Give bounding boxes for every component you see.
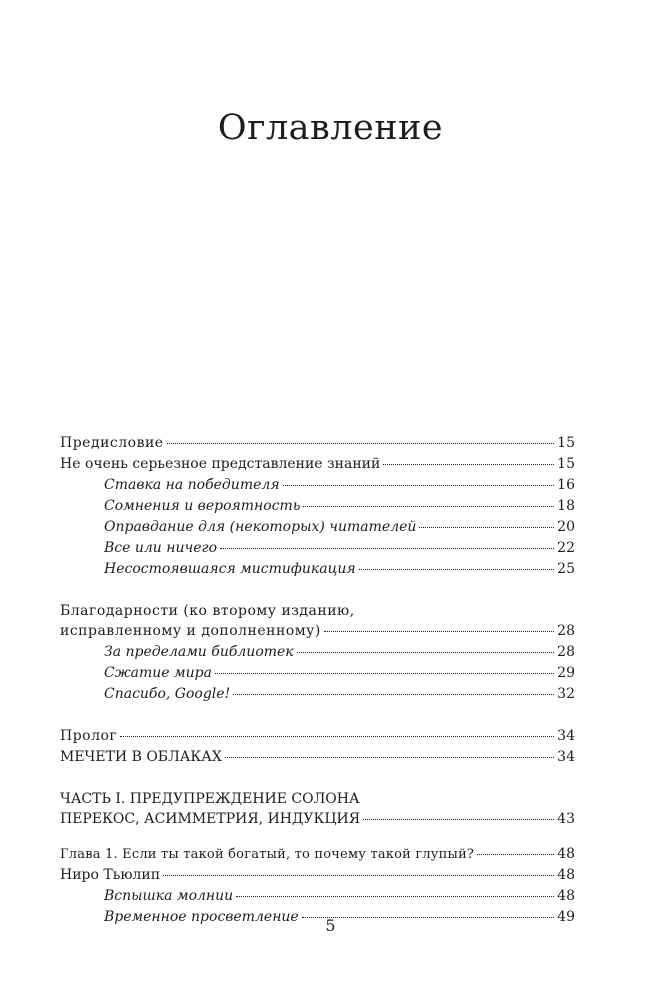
toc-entry-part1[interactable]	[60, 809, 575, 830]
toc-subentry-label: Оправдание для (некоторых) читателей	[104, 519, 417, 535]
toc-entry-knowledge[interactable]	[60, 454, 575, 475]
dot-leader	[236, 896, 554, 897]
toc-subentry[interactable]	[60, 538, 575, 559]
dot-leader	[303, 506, 554, 507]
spacer	[60, 830, 575, 844]
dot-leader	[215, 673, 554, 674]
toc-entry-page: 15	[557, 456, 575, 472]
dot-leader	[324, 631, 554, 632]
toc-entry-label: Предисловие	[60, 435, 164, 451]
dot-leader	[120, 736, 554, 737]
toc-entry-label: Ниро Тьюлип	[60, 867, 161, 883]
toc-subentry[interactable]	[60, 496, 575, 517]
toc-entry-chapter1[interactable]	[60, 844, 575, 865]
dot-leader	[225, 757, 554, 758]
toc-subentry-label: Несостоявшаяся мистификация	[104, 561, 356, 577]
toc-subentry-page: 48	[557, 888, 575, 904]
toc-subentry-page: 22	[557, 540, 575, 556]
toc-entry-label: Благодарности (ко второму изданию,	[60, 603, 355, 619]
page-title: Оглавление	[217, 108, 444, 148]
toc-subentry[interactable]	[60, 886, 575, 907]
toc-subentry[interactable]	[60, 642, 575, 663]
toc-subentry-label: Сомнения и вероятность	[104, 498, 301, 514]
dot-leader	[220, 548, 554, 549]
toc-entry-part1-line1[interactable]	[60, 789, 575, 809]
toc-entry-label: МЕЧЕТИ В ОБЛАКАХ	[60, 749, 222, 765]
toc-subentry[interactable]	[60, 663, 575, 684]
dot-leader	[359, 569, 554, 570]
page-number: 5	[325, 916, 336, 935]
toc-subentry[interactable]	[60, 559, 575, 580]
toc-subentry-label: Временное просветление	[104, 909, 299, 925]
toc-entry-page: 34	[557, 728, 575, 744]
toc-entry-page: 15	[557, 435, 575, 451]
toc-subentry-page: 29	[557, 665, 575, 681]
toc-subentry[interactable]	[60, 475, 575, 496]
toc-subentry-page: 28	[557, 644, 575, 660]
toc-entry-label: исправленному и дополненному)	[60, 623, 321, 639]
dot-leader	[477, 854, 554, 855]
dot-leader	[383, 464, 554, 465]
dot-leader	[419, 527, 554, 528]
toc-subentry-label: Вспышка молнии	[104, 888, 234, 904]
toc-entry-page: 48	[557, 846, 575, 862]
toc-entry-nero[interactable]	[60, 865, 575, 886]
toc-subentry-page: 16	[557, 477, 575, 493]
toc-entry-thanks-line1[interactable]	[60, 601, 575, 621]
toc-subentry-label: Все или ничего	[104, 540, 217, 556]
toc-entry-preface[interactable]	[60, 433, 575, 454]
toc-subentry[interactable]	[60, 684, 575, 705]
toc-entry-label: Не очень серьезное представление знаний	[60, 456, 381, 472]
dot-leader	[167, 443, 554, 444]
toc-entry-page: 48	[557, 867, 575, 883]
table-of-contents	[60, 433, 575, 928]
toc-subentry-page: 18	[557, 498, 575, 514]
toc-subentry-label: За пределами библиотек	[104, 644, 294, 660]
toc-entry-prologue[interactable]	[60, 726, 575, 747]
dot-leader	[283, 485, 554, 486]
toc-subentry-page: 20	[557, 519, 575, 535]
toc-subentry-page: 25	[557, 561, 575, 577]
spacer	[60, 705, 575, 726]
toc-subentry[interactable]	[60, 517, 575, 538]
toc-subentry-page: 49	[557, 909, 575, 925]
toc-entry-label: ЧАСТЬ I. ПРЕДУПРЕЖДЕНИЕ СОЛОНА	[60, 791, 360, 807]
toc-entry-thanks[interactable]	[60, 621, 575, 642]
toc-entry-page: 28	[557, 623, 575, 639]
spacer	[60, 768, 575, 789]
toc-entry-label: Пролог	[60, 728, 118, 744]
toc-subentry-page: 32	[557, 686, 575, 702]
spacer	[60, 580, 575, 601]
toc-entry-page: 34	[557, 749, 575, 765]
dot-leader	[163, 875, 554, 876]
toc-entry-page: 43	[557, 811, 575, 827]
toc-entry-label: ПЕРЕКОС, АСИММЕТРИЯ, ИНДУКЦИЯ	[60, 811, 361, 827]
toc-subentry-label: Ставка на победителя	[104, 477, 280, 493]
toc-entry-mosques[interactable]	[60, 747, 575, 768]
dot-leader	[297, 652, 554, 653]
toc-subentry-label: Сжатие мира	[104, 665, 212, 681]
toc-entry-label: Глава 1. Если ты такой богатый, то почему такой глупый?	[60, 847, 475, 862]
dot-leader	[363, 819, 554, 820]
dot-leader	[233, 694, 554, 695]
toc-subentry-label: Спасибо, Google!	[104, 686, 231, 702]
